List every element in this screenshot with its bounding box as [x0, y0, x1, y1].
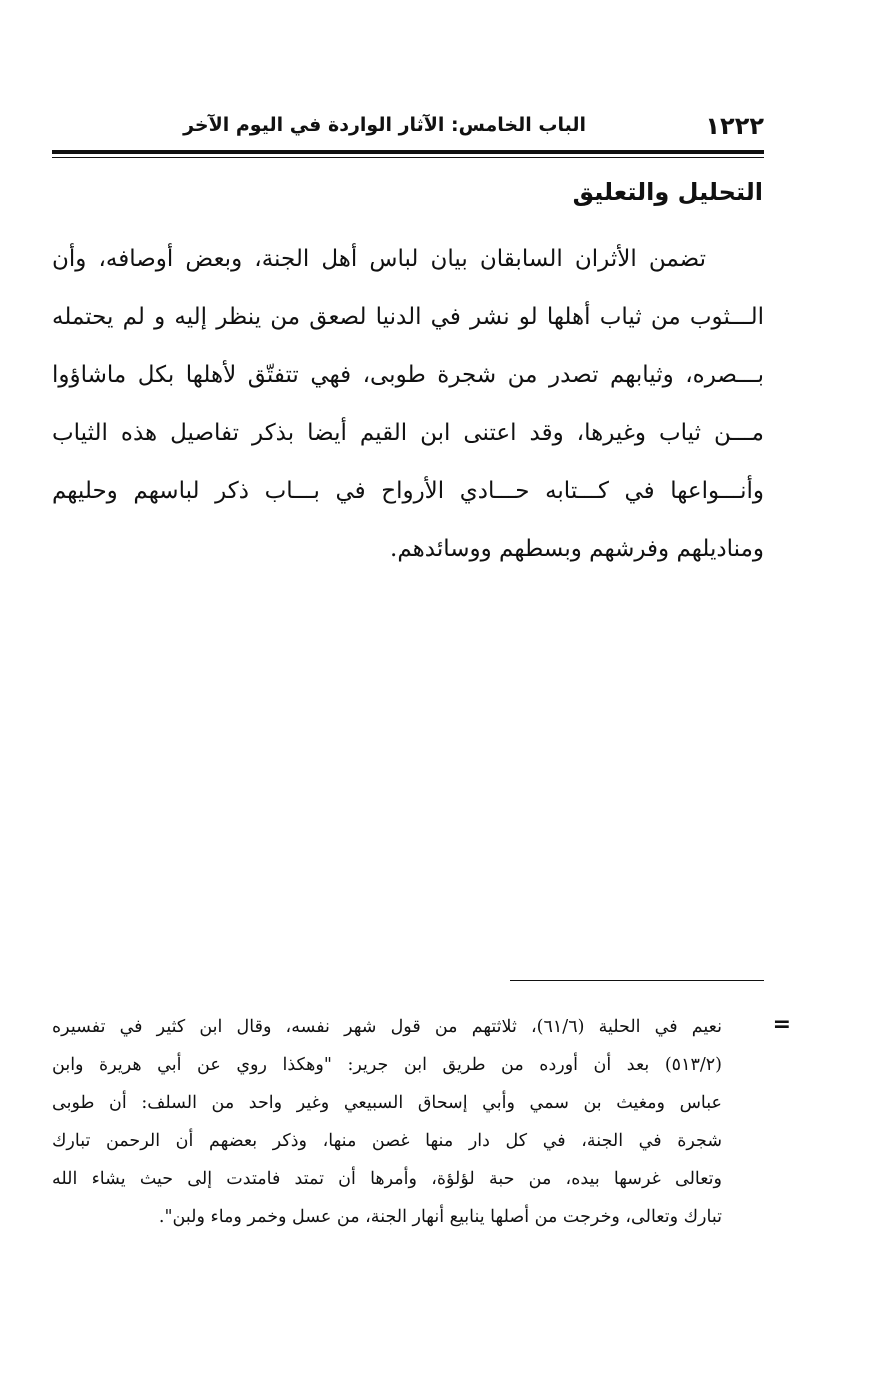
- section-heading: التحليل والتعليق: [572, 178, 763, 206]
- page-number: ١٢٢٢: [705, 112, 764, 140]
- body-line: مـــن ثياب وغيرها، وقد اعتنى ابن القيم أيضا بذكر تفاصيل هذه الثياب: [52, 420, 764, 446]
- body-line: بـــصره، وثيابهم تصدر من شجرة طوبى، فهي تتفتّق لأهلها بكل ماشاؤوا: [52, 362, 764, 388]
- body-line: تضمن الأثران السابقان بيان لباس أهل الجنة، وبعض أوصافه، وأن: [52, 246, 706, 272]
- header-rule-thin: [52, 157, 764, 158]
- footnote-line: شجرة في الجنة، في كل دار منها غصن منها، وذكر بعضهم أن الرحمن تبارك: [52, 1131, 722, 1151]
- running-title: الباب الخامس: الآثار الواردة في اليوم الآخر: [183, 114, 586, 136]
- body-line: ومناديلهم وفرشهم وبسطهم ووسائدهم.: [390, 536, 764, 562]
- body-line: وأنـــواعها في كـــتابه حـــادي الأرواح في بـــاب ذكر لباسهم وحليهم: [52, 478, 764, 504]
- body-line: الـــثوب من ثياب أهلها لو نشر في الدنيا لصعق من ينظر إليه و لم يحتمله: [52, 304, 764, 330]
- footnote-line: عباس ومغيث بن سمي وأبي إسحاق السبيعي وغير واحد من السلف: أن طوبى: [52, 1093, 722, 1113]
- footnote-line: نعيم في الحلية (٦١/٦)، ثلاثتهم من قول شهر نفسه، وقال ابن كثير في تفسيره: [52, 1017, 722, 1037]
- footnote-line: وتعالى غرسها بيده، من حبة لؤلؤة، وأمرها أن تمتد فامتدت إلى حيث يشاء الله: [52, 1169, 722, 1189]
- footnote-separator: [510, 980, 764, 981]
- footnote: [52, 1008, 722, 1236]
- footnote-line: (٥١٣/٢) بعد أن أورده من طريق ابن جرير: "وهكذا روي عن أبي هريرة وابن: [52, 1055, 722, 1075]
- page-header: [52, 112, 764, 148]
- header-rule-thick: [52, 150, 764, 154]
- body-paragraph: [52, 230, 764, 578]
- footnote-continuation-mark: =: [772, 1012, 791, 1037]
- footnote-line: تبارك وتعالى، وخرجت من أصلها ينابيع أنهار الجنة، من عسل وخمر وماء ولبن".: [158, 1207, 722, 1227]
